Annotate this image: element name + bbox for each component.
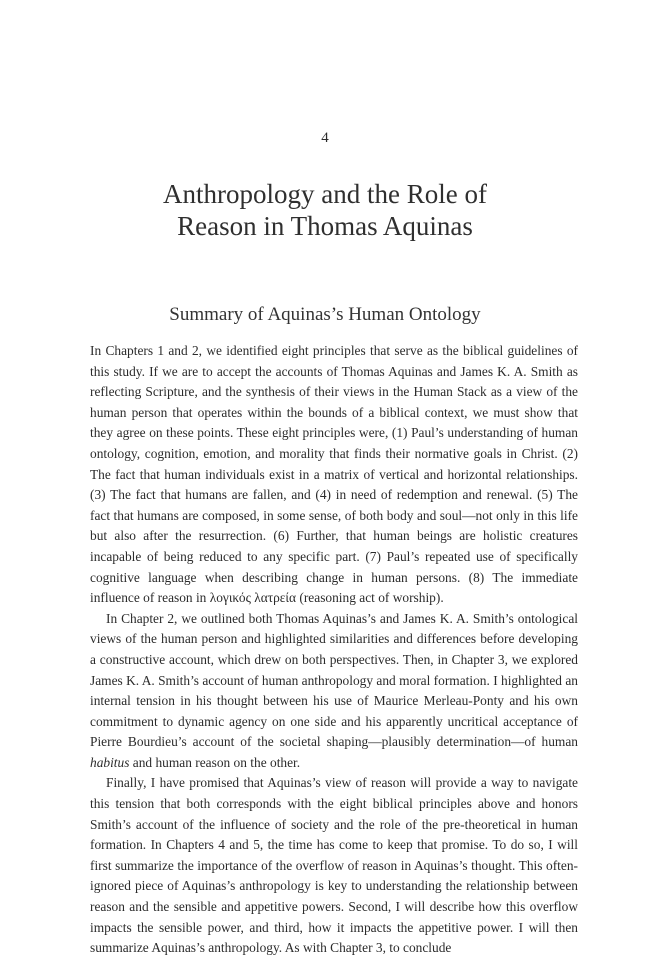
paragraph-2-text-before: In Chapter 2, we outlined both Thomas Aquinas’s and James K. A. Smith’s ontological views of the human person and highlighted similarities and differences before developing a constructive account, which drew on both perspectives. Then, in Chapter 3, we explored James K. A. Smith’s account of human anthropology and moral formation. I highlighted an internal tension in his thought between his use of Maurice Merleau-Ponty and his own commitment to dynamic agency on one side and his apparently uncritical acceptance of Pierre Bourdieu’s account of the societal shaping—plausibly determination—of human <box>90 610 578 750</box>
paragraph-2-text-after: and human reason on the other. <box>129 754 301 770</box>
chapter-title <box>0 178 650 242</box>
paragraph-2 <box>90 609 578 774</box>
body-text <box>90 341 578 959</box>
chapter-title-line-2: Reason in Thomas Aquinas <box>177 211 473 241</box>
paragraph-1: In Chapters 1 and 2, we identified eight principles that serve as the biblical guidelines of this study. If we are to accept the accounts of Thomas Aquinas and James K. A. Smith as reflecting Scripture, and the synthesis of their views in the Human Stack as a view of the human person that operates within the bounds of a biblical context, we must show that they agree on these points. These eight principles were, (1) Paul’s understanding of human ontology, cognition, emotion, and morality that finds their normative goals in Christ. (2) The fact that human individuals exist in a matrix of vertical and horizontal relationships. (3) The fact that humans are fallen, and (4) in need of redemption and renewal. (5) The fact that humans are composed, in some sense, of both body and soul—not only in this life but also after the resurrection. (6) Further, that human beings are holistic creatures incapable of being reduced to any specific part. (7) Paul’s repeated use of specifically cognitive language when describing change in human persons. (8) The immediate influence of reason in λογικός λατρεία (reasoning act of worship). <box>90 343 578 606</box>
paragraph-2-emphasis: habitus <box>90 754 130 770</box>
paragraph-3: Finally, I have promised that Aquinas’s view of reason will provide a way to navigate this tension that both corresponds with the eight biblical principles above and honors Smith’s account of the influence of society and the role of the pre-theoretical in human formation. In Chapters 4 and 5, the time has come to keep that promise. To do so, I will first summarize the importance of the overflow of reason in Aquinas’s thought. This often-ignored piece of Aquinas’s anthropology is key to understanding the relationship between reason and the sensible and appetitive powers. Second, I will describe how this overflow impacts the sensible power, and third, how it impacts the appetitive power. I will then summarize Aquinas’s anthropology. As with Chapter 3, to conclude <box>90 775 578 956</box>
chapter-title-line-1: Anthropology and the Role of <box>163 179 487 209</box>
chapter-number: 4 <box>321 130 329 146</box>
section-heading: Summary of Aquinas’s Human Ontology <box>169 304 481 325</box>
